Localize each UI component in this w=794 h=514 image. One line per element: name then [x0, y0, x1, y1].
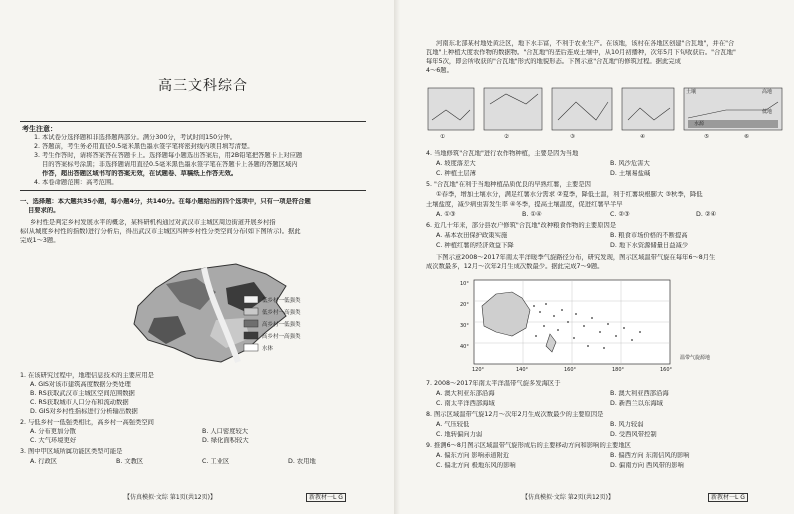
question-option: B. 澳大利亚西部沿海 — [610, 390, 669, 397]
question-option: D. 新西兰以东海域 — [610, 400, 663, 407]
diagram-caption: 水源 — [694, 121, 705, 127]
edition-tag: 新教材一L G — [306, 493, 346, 502]
page-left — [6, 0, 394, 514]
map-lon-label: 120° — [472, 367, 485, 373]
south-pacific-cyclone-map — [464, 276, 674, 372]
notice-line: 作答，超出答题区域书写的答案无效，在试题卷、草稿纸上作答无效。 — [42, 170, 238, 177]
question-option: C. 种植红薯的经济效益下降 — [436, 242, 514, 249]
notice-line: 2. 答题前，考生务必用直径0.5毫米黑色墨水签字笔将密封线内项目填写清楚。 — [34, 143, 254, 150]
map-lat-label: 40° — [460, 344, 469, 350]
map-legend-label: 水体 — [262, 346, 274, 352]
map-lon-label: 180° — [612, 367, 625, 373]
map-lat-label: 30° — [460, 323, 469, 329]
question-option: C. 地转偏向力弱 — [436, 431, 483, 438]
notice-line: 4. 本卷命题范围：高考范围。 — [34, 179, 118, 186]
question-stem: 4. 当地修筑"合瓦地"进行农作物种植，主要是因为当地 — [426, 150, 579, 157]
question-option: ①春季，增加土壤水分，满足红薯水分需求 ②夏季，降低土温，利于红薯块根膨大 ③秋季，降低 — [436, 191, 703, 198]
question-option: B. 文教区 — [116, 458, 144, 465]
question-option: B. ①④ — [522, 211, 542, 218]
question-stem: 6. 近几十年来，部分县农户修筑"合瓦地"改种粮食作物的主要原因是 — [426, 222, 617, 229]
diagram-label: ① — [440, 134, 445, 140]
diagram-caption: 低地 — [762, 109, 773, 115]
question-option: D. 偏南方向 西风带的影响 — [610, 462, 684, 469]
diagram-label: ② — [504, 134, 509, 140]
question-stem: 2. 与低乡村一低强类相比，高乡村一高强类空间 — [20, 419, 154, 426]
map-lat-label: 10° — [460, 281, 469, 287]
intro-line: 标(从城度乡村性的指数)进行分析后，得出武汉市主城区四种乡村性分类空间分布(如下图所示)。据此 — [20, 228, 301, 235]
question-option: D. GIS对乡村性指标进行分析输出数据 — [30, 408, 138, 415]
question-stem: 1. 在该研究过程中，地理信息技术的主要应用是 — [20, 372, 154, 379]
question-option: A. 偏东方向 影响赤道附近 — [436, 452, 510, 459]
diagram-label: ⑥ — [744, 134, 749, 140]
notice-line: 目的答案标号涂黑；非选择题请用直径0.5毫米黑色墨水签字笔在答题卡上各题的答题区域内 — [42, 161, 298, 168]
diagram-caption: 土壤 — [686, 89, 697, 95]
question-stem: 9. 推测6～8月图示区域温带气旋形成后的主要移动方向和影响的主要地区 — [426, 442, 631, 449]
map-lat-label: 20° — [460, 302, 469, 308]
wuhan-rurality-map — [126, 258, 346, 368]
notice-title: 考生注意： — [22, 125, 57, 133]
question-option: B. 偏西方向 东南信风的影响 — [610, 452, 690, 459]
map-legend-label: 低乡村一低强类 — [262, 298, 301, 304]
map-legend-label: 低乡村一高强类 — [262, 310, 301, 316]
question-option: C. RS获取城市人口分布和流动数据 — [30, 399, 129, 406]
page-right — [404, 0, 792, 514]
diagram-label: ③ — [570, 134, 575, 140]
question-option: A. 气压较低 — [436, 421, 470, 428]
question-option: D. 绿化面积较大 — [202, 437, 249, 444]
intro-line: 成次数最多，12月～次年2月生成次数最少。据此完成7～9题。 — [426, 263, 604, 270]
question-stem: 8. 图示区域温带气旋12月～次年2月生成次数最少的主要原因是 — [426, 411, 604, 418]
question-option: A. 澳大利亚东部沿海 — [436, 390, 495, 397]
question-option: D. 地下水资源储量日益减少 — [610, 242, 689, 249]
intro-line: 下图示意2008～2017年南太平洋暖季气旋路径分布，研究发现，图示区域温带气旋在每年6～8月生 — [436, 254, 716, 261]
question-option: B. 风沙危害大 — [610, 160, 650, 167]
page-footer: 【仿真模拟·文综 第1页(共12页)】 — [124, 494, 216, 501]
question-stem: 3. 图中甲区域所属功能区类型可能是 — [20, 448, 123, 455]
intro-line: 河南东北部某村地处黄泛区，地下水丰富，不利于农业生产。在该地，该村在各地区创建"合瓦地"，并在"合 — [436, 40, 735, 47]
map-legend-label: 温带气旋源地 — [680, 355, 711, 361]
edition-tag: 新教材一L G — [708, 493, 748, 502]
question-option: A. GIS对该市建筑高度数据分类处理 — [30, 381, 131, 388]
question-stem: 5. "合瓦地"在利于当地种植品质优良的早熟红薯，主要是因 — [426, 181, 591, 188]
page-fold — [394, 0, 400, 514]
page-title: 高三文科综合 — [158, 78, 248, 94]
intro-line: 4～6题。 — [426, 67, 453, 74]
question-option: D. ②④ — [696, 211, 717, 218]
question-option: A. ①③ — [436, 211, 456, 218]
hewadi-process-diagram — [426, 80, 786, 146]
question-option: B. RS获取武汉市主城区空间范围数据 — [30, 390, 135, 397]
title-divider — [20, 121, 366, 122]
map-legend-label: 高乡村一高强类 — [262, 334, 301, 340]
map-legend-label: 高乡村一低强类 — [262, 322, 301, 328]
intro-line: 瓦地"上种植大度农作物的数据物。"合瓦地"的垄后连成土壤中，从10月初播种，次年5月下旬收获后。"合瓦地" — [426, 49, 736, 56]
section-heading: 目要求的。 — [28, 207, 60, 214]
notice-divider — [20, 190, 366, 191]
notice-line: 3. 考生作答时，请将答案答在答题卡上。选择题每小题选出答案后，用2B铅笔把答题卡上对应题 — [34, 152, 303, 159]
intro-line: 乡村性是判定乡村发展水平的概念，某科研机构通过对武汉市主城区周边街道开展乡村指 — [30, 219, 276, 226]
map-lon-label: 160° — [660, 367, 673, 373]
map-lon-label: 160° — [564, 367, 577, 373]
question-option: C. 南太平洋西部海域 — [436, 400, 495, 407]
question-stem: 7. 2008～2017年南太平洋温带气旋多发海区于 — [426, 380, 561, 387]
question-option: D. 受西风带控制 — [610, 431, 657, 438]
question-option: B. 人口密度较大 — [202, 428, 249, 435]
question-option: C. ②③ — [610, 211, 630, 218]
diagram-caption: 高地 — [762, 89, 773, 95]
page-footer: 【仿真模拟·文综 第2页(共12页)】 — [522, 494, 614, 501]
diagram-label: ⑤ — [704, 134, 709, 140]
question-option: C. 种植土层薄 — [436, 170, 476, 177]
question-option: A. 行政区 — [30, 458, 58, 465]
intro-line: 完成1～3题。 — [20, 237, 60, 244]
question-option: B. 风力较弱 — [610, 421, 644, 428]
question-option: D. 农用地 — [288, 458, 316, 465]
question-option: D. 土壤易盐碱 — [610, 170, 651, 177]
question-option: A. 分布更加分散 — [30, 428, 76, 435]
section-heading: 一、选择题：本大题共35小题，每小题4分，共140分。在每小题给出的四个选项中，只有一项是符合题 — [20, 198, 311, 205]
question-option: A. 基本农田保护政策实施 — [436, 232, 508, 239]
map-lon-label: 140° — [516, 367, 529, 373]
question-option: C. 偏北方向 极地东风的影响 — [436, 462, 516, 469]
question-option: C. 工业区 — [202, 458, 230, 465]
question-option: B. 粮食市场价格的不断提高 — [610, 232, 688, 239]
notice-line: 1. 本试卷分选择题和非选择题两部分。满分300分，考试时间150分钟。 — [34, 134, 237, 141]
diagram-label: ④ — [640, 134, 645, 140]
question-option: C. 大气环境更好 — [30, 437, 77, 444]
question-option: 土壤盐度，减少病虫害发生率 ④冬季，提高土壤温度，促进红薯早半早 — [426, 201, 623, 208]
question-option: A. 坡度落差大 — [436, 160, 476, 167]
intro-line: 每年5次，即会所收获的"合瓦地"形式的地貌形态。下图示意"合瓦地"的修筑过程。据此完成 — [426, 58, 681, 65]
